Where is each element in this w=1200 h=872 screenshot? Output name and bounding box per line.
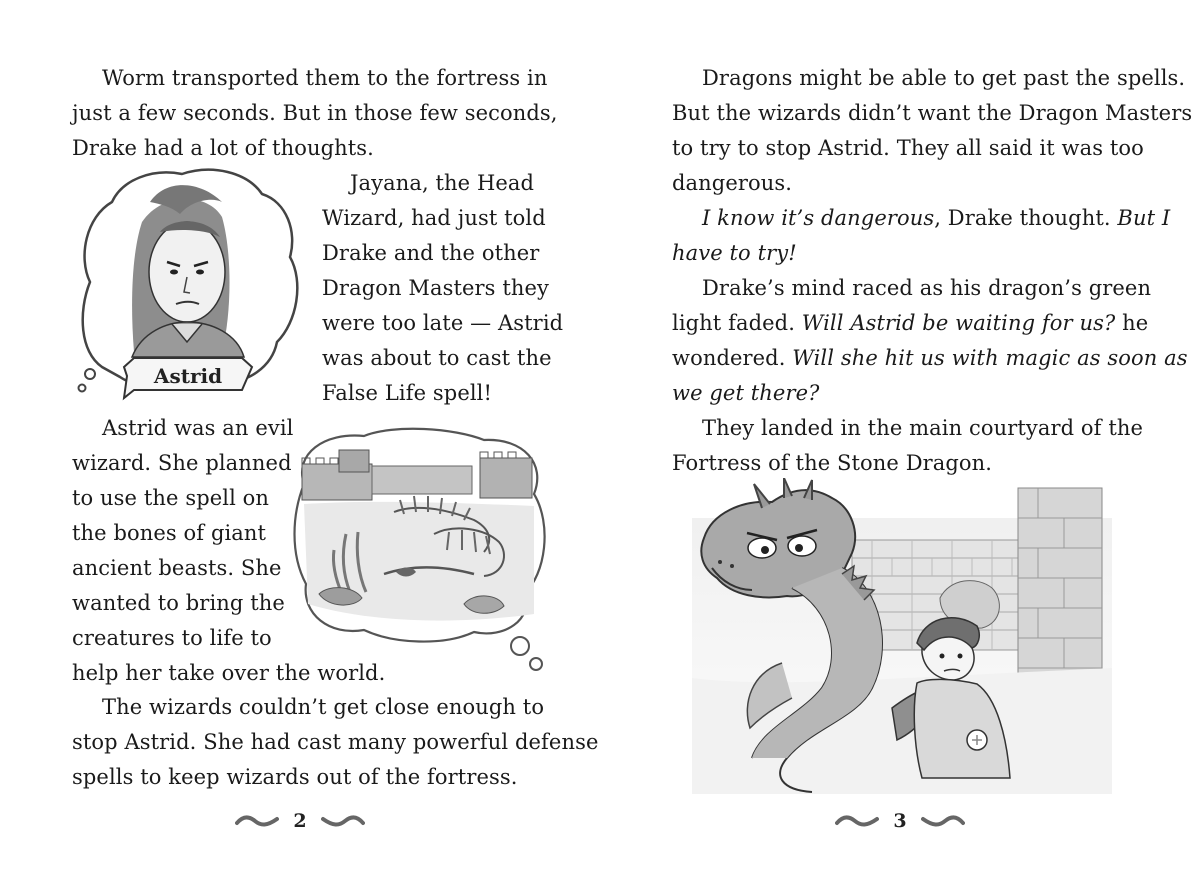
text-line: Jayana, the Head [350,171,535,195]
astrid-portrait-illustration [72,162,312,412]
text-line: But the wizards didn’t want the Dragon Masters [672,101,1193,125]
left-swirl-ornament-icon [835,814,879,828]
left-paragraph-3 [72,411,386,691]
page-number: 2 [293,810,307,832]
text-line [672,201,1171,236]
text-line: ancient beasts. She [72,556,282,580]
left-paragraph-4 [72,690,599,795]
text-line: Fortress of the Stone Dragon. [672,451,993,475]
plain-text: , Drake thought. [934,206,1118,230]
right-paragraph-1 [672,61,1193,201]
plain-text: light faded. [672,311,802,335]
text-line: Drake’s mind raced as his dragon’s green [702,276,1152,300]
text-line: The wizards couldn’t get close enough to [102,695,545,719]
text-line: Drake and the other [322,241,540,265]
plain-text: he [1115,311,1149,335]
right-paragraph-2 [672,201,1171,271]
text-line: we get there? [672,381,820,405]
text-line: to use the spell on [72,486,270,510]
text-line: dangerous. [672,171,793,195]
plain-text: wondered. [672,346,793,370]
right-paragraph-4 [672,411,1144,481]
right-swirl-ornament-icon [921,814,965,828]
page-number: 3 [893,810,907,832]
text-line: the bones of giant [72,521,267,545]
dragon-and-drake-courtyard-illustration [692,478,1112,794]
italic-thought: I know it’s dangerous [702,206,935,230]
text-line: Dragons might be able to get past the spells. [702,66,1186,90]
text-line: was about to cast the [322,346,552,370]
text-line: Dragon Masters they [322,276,549,300]
text-line: help her take over the world. [72,661,386,685]
italic-thought: But I [1117,206,1171,230]
page-number-footer [230,806,370,836]
text-line: have to try! [672,241,797,265]
text-line: stop Astrid. She had cast many powerful defense [72,730,599,754]
text-line: to try to stop Astrid. They all said it was too [672,136,1144,160]
text-line: just a few seconds. But in those few seconds, [72,101,558,125]
text-line: spells to keep wizards out of the fortress. [72,765,518,789]
text-line: They landed in the main courtyard of the [702,416,1144,440]
left-paragraph-2 [322,166,564,411]
text-line: Wizard, had just told [322,206,546,230]
left-swirl-ornament-icon [235,814,279,828]
text-line: creatures to life to [72,626,272,650]
text-line [672,341,1188,376]
text-line: Drake had a lot of thoughts. [72,136,374,160]
right-page [600,0,1200,872]
astrid-banner-label: Astrid [153,364,223,388]
text-line: wizard. She planned [72,451,292,475]
text-line: Worm transported them to the fortress in [102,66,548,90]
right-paragraph-3 [672,271,1188,411]
italic-thought: Will Astrid be waiting for us? [801,311,1116,335]
text-line: False Life spell! [322,381,493,405]
text-line: wanted to bring the [72,591,285,615]
text-line: were too late — Astrid [322,311,564,335]
italic-thought: Will she hit us with magic as soon as [792,346,1188,370]
left-paragraph-1 [72,61,558,166]
fortress-bones-thought-illustration [284,424,556,682]
page-number-footer [830,806,970,836]
text-line [672,306,1149,341]
right-swirl-ornament-icon [321,814,365,828]
text-line: Astrid was an evil [102,416,294,440]
